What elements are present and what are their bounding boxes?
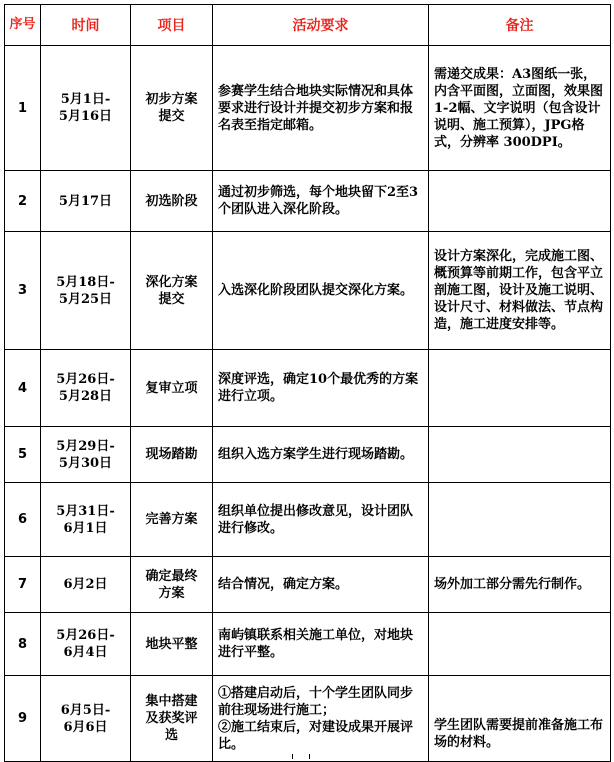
row-requirements: ①搭建启动后，十个学生团队同步前往现场进行施工； ②施工结束后，对建设成果开展评比。 — [213, 676, 429, 762]
row-item: 复审立项 — [131, 350, 213, 427]
row-seq: 4 — [5, 350, 41, 427]
row-requirements: 南屿镇联系相关施工单位，对地块进行平整。 — [213, 613, 429, 676]
row-seq: 1 — [5, 46, 41, 171]
row-requirements: 组织单位提出修改意见，设计团队进行修改。 — [213, 483, 429, 557]
row-notes — [429, 613, 611, 676]
row-requirements: 入选深化阶段团队提交深化方案。 — [213, 232, 429, 350]
table-row — [5, 427, 611, 483]
next-page-table-edge — [292, 754, 310, 759]
row-seq: 3 — [5, 232, 41, 350]
row-item: 集中搭建 及获奖评 选 — [131, 676, 213, 762]
row-time: 5月29日- 5月30日 — [41, 427, 131, 483]
header-requirements: 活动要求 — [213, 5, 429, 46]
row-time: 5月17日 — [41, 171, 131, 232]
table-row — [5, 232, 611, 350]
row-time: 5月31日- 6月1日 — [41, 483, 131, 557]
row-time: 6月5日- 6月6日 — [41, 676, 131, 762]
row-time: 5月1日- 5月16日 — [41, 46, 131, 171]
table-row — [5, 46, 611, 171]
row-seq: 5 — [5, 427, 41, 483]
table-row — [5, 557, 611, 613]
row-item: 完善方案 — [131, 483, 213, 557]
row-time: 5月18日- 5月25日 — [41, 232, 131, 350]
row-seq: 2 — [5, 171, 41, 232]
row-notes — [429, 483, 611, 557]
row-notes — [429, 171, 611, 232]
table-row — [5, 613, 611, 676]
table-row — [5, 171, 611, 232]
schedule-table — [4, 4, 611, 762]
header-item: 项目 — [131, 5, 213, 46]
row-item: 初选阶段 — [131, 171, 213, 232]
row-notes: 学生团队需要提前准备施工布场的材料。 — [429, 676, 611, 762]
row-item: 现场踏勘 — [131, 427, 213, 483]
row-requirements: 通过初步筛选，每个地块留下2至3个团队进入深化阶段。 — [213, 171, 429, 232]
row-seq: 8 — [5, 613, 41, 676]
row-seq: 7 — [5, 557, 41, 613]
row-item: 初步方案 提交 — [131, 46, 213, 171]
row-notes: 设计方案深化，完成施工图、概预算等前期工作，包含平立剖施工图，设计及施工说明、设计尺寸、材料做法、节点构造，施工进度安排等。 — [429, 232, 611, 350]
row-notes — [429, 350, 611, 427]
row-notes — [429, 427, 611, 483]
header-row — [5, 5, 611, 46]
row-notes: 场外加工部分需先行制作。 — [429, 557, 611, 613]
table-row — [5, 676, 611, 762]
header-notes: 备注 — [429, 5, 611, 46]
table-row — [5, 350, 611, 427]
row-time: 6月2日 — [41, 557, 131, 613]
header-seq: 序号 — [5, 5, 41, 46]
row-item: 确定最终 方案 — [131, 557, 213, 613]
row-requirements: 深度评选，确定10个最优秀的方案进行立项。 — [213, 350, 429, 427]
row-item: 深化方案 提交 — [131, 232, 213, 350]
row-seq: 6 — [5, 483, 41, 557]
row-requirements: 参赛学生结合地块实际情况和具体要求进行设计并提交初步方案和报名表至指定邮箱。 — [213, 46, 429, 171]
row-item: 地块平整 — [131, 613, 213, 676]
header-time: 时间 — [41, 5, 131, 46]
table-row — [5, 483, 611, 557]
row-seq: 9 — [5, 676, 41, 762]
row-time: 5月26日- 6月4日 — [41, 613, 131, 676]
row-requirements: 结合情况，确定方案。 — [213, 557, 429, 613]
row-requirements: 组织入选方案学生进行现场踏勘。 — [213, 427, 429, 483]
row-notes: 需递交成果：A3图纸一张，内含平面图，立面图，效果图1-2幅、文字说明（包含设计说明、施工预算），JPG格式，分辨率 300DPI。 — [429, 46, 611, 171]
row-time: 5月26日- 5月28日 — [41, 350, 131, 427]
